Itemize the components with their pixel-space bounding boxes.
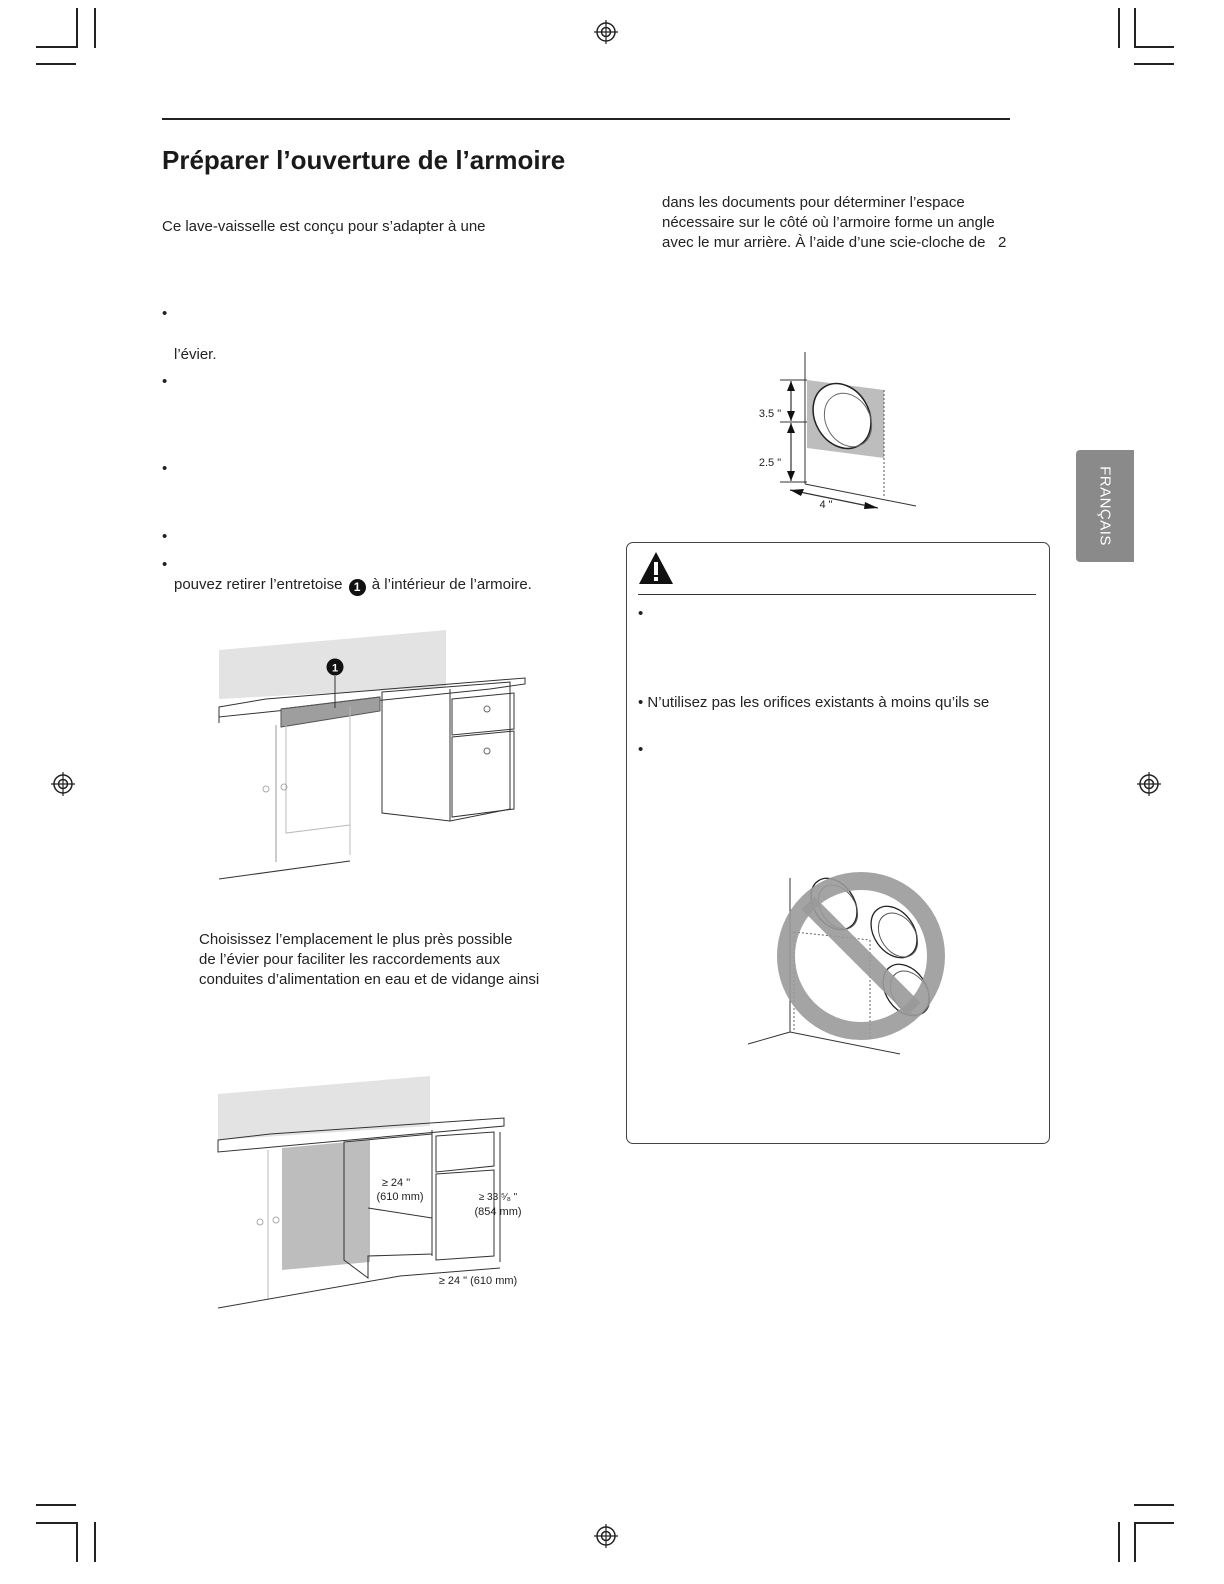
right-paragraph-line-3: avec le mur arrière. À l’aide d’une scie-cloche de 2 — [662, 234, 1007, 251]
spacer-instruction — [174, 575, 532, 596]
width-mm-label: (610 mm) — [376, 1191, 424, 1203]
registration-mark-top-icon — [594, 20, 618, 44]
page-title: Préparer l’ouverture de l’armoire — [162, 145, 566, 175]
hole-location-diagram — [750, 348, 930, 512]
depth-label: ≥ 24 " (610 mm) — [438, 1275, 518, 1287]
warning-rule — [638, 594, 1036, 595]
spacer-bar — [281, 697, 380, 727]
bullet-marker: • — [162, 460, 168, 477]
registration-mark-right-icon — [1137, 772, 1161, 796]
bullet-marker: • — [162, 373, 168, 390]
height-label: ≥ 33 ⁵⁄₈ " — [478, 1192, 518, 1203]
right-paragraph-line-1: dans les documents pour déterminer l’espace — [662, 194, 965, 211]
dim-width-label: 4 " — [819, 499, 833, 511]
intro-text: Ce lave-vaisselle est conçu pour s’adapter à une — [162, 218, 486, 235]
drawer-cabinet — [382, 682, 510, 821]
opening-shade — [282, 1140, 370, 1270]
header-rule — [162, 118, 1010, 120]
height-mm-label: (854 mm) — [474, 1206, 522, 1218]
dim-bottom-label: 2.5 " — [758, 457, 782, 469]
location-line-3: conduites d’alimentation en eau et de vidange ainsi — [199, 971, 540, 988]
language-tab-label: FRANÇAIS — [1096, 466, 1114, 546]
warning-existing-holes: • N’utilisez pas les orifices existants à moins qu’ils se — [638, 694, 990, 711]
spacer-text-before: pouvez retirer l’entretoise — [174, 576, 343, 593]
right-paragraph-line-2: nécessaire sur le côté où l’armoire forme un angle — [662, 214, 995, 231]
location-line-2: de l’évier pour faciliter les raccordements aux — [199, 951, 500, 968]
cabinet-spacer-figure — [210, 625, 540, 890]
cabinet-opening-figure — [210, 1070, 540, 1320]
evier-text: l’évier. — [174, 346, 217, 363]
dim-top-label: 3.5 " — [758, 408, 782, 420]
bullet-marker: • — [638, 605, 644, 622]
bullet-marker: • — [638, 741, 644, 758]
language-tab — [1076, 450, 1134, 562]
registration-mark-left-icon — [51, 772, 75, 796]
location-line-1: Choisissez l’emplacement le plus près possible — [199, 931, 513, 948]
bullet-marker: • — [162, 528, 168, 545]
spacer-marker-icon: 1 — [349, 579, 366, 596]
bullet-marker: • — [162, 305, 168, 322]
registration-mark-bottom-icon — [594, 1524, 618, 1548]
svg-text:1: 1 — [331, 662, 339, 675]
width-label: ≥ 24 " — [381, 1177, 411, 1189]
spacer-text-after: à l’intérieur de l’armoire. — [371, 576, 532, 593]
warning-triangle-icon — [637, 550, 675, 586]
bullet-marker: • — [162, 556, 168, 573]
prohibited-holes-diagram — [740, 868, 960, 1060]
